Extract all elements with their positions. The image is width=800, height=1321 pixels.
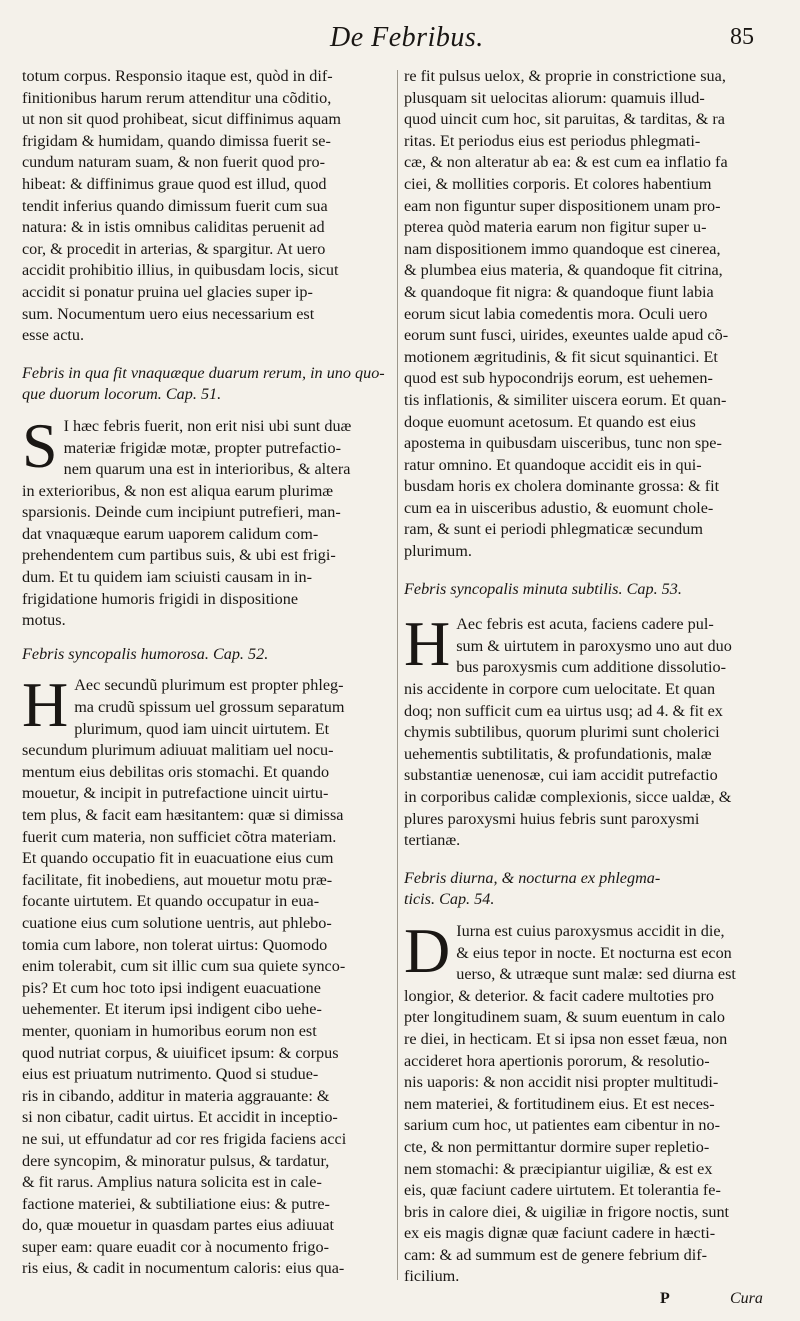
text-line: sarium cum hoc, ut patientes eam cibentur in no- [404, 1116, 721, 1135]
page-number: 85 [730, 24, 754, 50]
text-line: tomia cum labore, non tolerat uirtus: Quomodo [22, 935, 328, 954]
text-line: super eam: quare euadit cor à nocumento frigo- [22, 1237, 329, 1256]
text-line: cæ, & non alteratur ab ea: & est cum ea inflatio fa [404, 153, 728, 172]
dropcap: H [22, 669, 69, 741]
text-line: Febris syncopalis humorosa. Cap. 52. [22, 644, 269, 663]
text-line: pis? Et cum hoc toto ipsi indigent euacuatione [22, 978, 321, 997]
text-line: que duorum locorum. Cap. 51. [22, 385, 222, 404]
text-line: pterea quòd materia earum non figitur super u- [404, 218, 707, 237]
text-line: plurimum. [404, 542, 472, 561]
text-line: plusquam sit uelocitas aliorum: quamuis illud- [404, 88, 705, 107]
text-line: ut non sit quod prohibeat, sicut diffinimus aquam [22, 110, 341, 129]
text-line: I hæc febris fuerit, non erit nisi ubi sunt duæ [63, 416, 352, 435]
right-intro-paragraph [404, 66, 776, 563]
text-line: eam non figuntur super dispositionem unam pro- [404, 196, 721, 215]
text-line: focante uirtutem. Et quando occupatur in eua- [22, 892, 320, 911]
text-line: cundum naturam suam, & non fuerit quod pro- [22, 153, 326, 172]
text-line: hibeat: & diffinimus graue quod est illud, quod [22, 174, 327, 193]
text-line: eius est priuatum nutrimento. Quod si studue- [22, 1065, 319, 1084]
text-line: Iurna est cuius paroxysmus accidit in die, [456, 921, 725, 940]
column-divider [397, 70, 398, 1280]
text-line: prehendentem cum partibus suis, & ubi est frigi- [22, 546, 336, 565]
text-line: & quandoque fit nigra: & quandoque fiunt labia [404, 282, 714, 301]
text-line: facilitate, fit inobediens, aut mouetur motu præ- [22, 870, 333, 889]
text-line: uehementer. Et iterum ipsi indigent cibo uehe- [22, 1000, 322, 1019]
text-line: Et quando occupatio fit in euacuatione eius cum [22, 849, 334, 868]
text-line: tis inflationis, & similiter uiscera eorum. Et quan- [404, 390, 727, 409]
text-line: fuerit cum materia, non sufficiet cõtra materiam. [22, 827, 337, 846]
text-line: finitionibus harum rerum attenditur una cõditio, [22, 88, 332, 107]
left-column [22, 66, 392, 1280]
text-line: ma crudũ spissum uel grossum separatum [74, 698, 345, 717]
text-line: tem plus, & facit eam hæsitantem: quæ si dimissa [22, 806, 344, 824]
text-line: nam dispositionem immo quandoque est cinerea, [404, 239, 721, 258]
text-line: totum corpus. Responsio itaque est, quòd in dif- [22, 67, 333, 85]
text-line: esse actu. [22, 326, 85, 345]
text-line: doque euomunt acetosum. Et quando est eius [404, 412, 696, 431]
dropcap: D [404, 914, 451, 986]
catchword: Cura [730, 1290, 763, 1307]
chapter-51-heading [22, 363, 392, 406]
text-line: sparsionis. Deinde cum incipiunt putrefieri, man- [22, 503, 341, 522]
text-line: re fit pulsus uelox, & proprie in constrictione sua, [404, 67, 726, 85]
text-line: cte, & non permittantur dormire super repletio- [404, 1137, 710, 1156]
text-line: nis uaporis: & non accidit nisi propter multitudi- [404, 1073, 719, 1092]
text-line: sum & uirtutem in paroxysmo uno aut duo [456, 636, 732, 655]
text-line: accidit prohibitio illius, in quibusdam locis, sicut [22, 261, 339, 280]
text-line: cuatione eius cum solutione uentris, aut phlebo- [22, 913, 332, 932]
chapter-54-text [404, 914, 776, 1288]
text-line: in corporibus calidæ complexionis, sicce ualdæ, & [404, 788, 732, 806]
text-line: si non cibatur, cadit uirtus. Et accidit in inceptio- [22, 1108, 338, 1127]
text-line: cam: & ad summum est de genere febrium dif- [404, 1245, 707, 1264]
chapter-54-heading [404, 868, 776, 911]
text-line: & eius tepor in nocte. Et nocturna est econ [456, 943, 732, 962]
right-column [404, 66, 776, 1288]
left-intro-paragraph [22, 66, 392, 347]
text-line: accidit si ponatur pruina uel glacies super ip- [22, 282, 313, 301]
text-line: bus paroxysmis cum additione dissolutio- [456, 658, 726, 677]
text-line: mentum eius debilitas oris stomachi. Et quando [22, 762, 330, 781]
text-line: ciei, & mollities corporis. Et colores habentium [404, 174, 712, 193]
chapter-54-paragraph [404, 914, 776, 1288]
text-line: bris in calore diei, & uigiliæ in frigore noctis, sunt [404, 1202, 730, 1221]
chapter-51-paragraph [22, 409, 392, 632]
text-line: menter, quoniam in humoribus eorum non est [22, 1021, 317, 1040]
text-line: frigidatione humoris frigidi in dispositione [22, 589, 299, 608]
text-line: Febris diurna, & nocturna ex phlegma- [404, 868, 661, 887]
text-line: quod uincit cum hoc, sit paruitas, & tarditas, & ra [404, 110, 725, 129]
text-line: ram, & sunt ei periodi phlegmaticæ secundum [404, 520, 703, 539]
text-line: uerso, & utræque sunt malæ: sed diurna est [456, 965, 736, 984]
chapter-53-heading [404, 579, 776, 601]
text-line: factione materiei, & subtiliatione eius: & putre- [22, 1194, 330, 1213]
text-line: Febris in qua fit vnaquæque duarum rerum, in uno quo- [22, 363, 385, 382]
text-line: mouetur, & incipit in putrefactione uincit uirtu- [22, 784, 329, 803]
text-line: eorum sunt fusci, uirides, exeuntes ualde apud cõ- [404, 326, 729, 345]
chapter-52-paragraph [22, 669, 392, 1280]
chapter-53-text [404, 608, 776, 852]
text-line: accideret hora apertionis pororum, & resolutio- [404, 1051, 710, 1070]
text-line: Aec secundũ plurimum est propter phleg- [74, 676, 344, 695]
signature-mark: P [660, 1290, 670, 1307]
text-line: enim tolerabit, cum sit illic cum sua quiete synco- [22, 957, 346, 976]
text-line: natura: & in istis omnibus caliditas peruenit ad [22, 218, 325, 237]
text-line: motus. [22, 611, 66, 630]
text-line: secundum plurimum adiuuat malitiam uel nocu- [22, 741, 334, 760]
text-line: frigidam & humidam, quando dimissa fuerit se- [22, 131, 331, 150]
text-line: nem quarum una est in interioribus, & altera [63, 460, 351, 479]
text-line: plures paroxysmi huius febris sunt paroxysmi [404, 809, 700, 828]
text-line: quod est sub hypocondrijs eorum, est uehemen- [404, 369, 713, 388]
chapter-52-heading [22, 644, 392, 666]
chapter-51-text [22, 409, 392, 632]
text-line: & plumbea eius materia, & quandoque fit citrina, [404, 261, 723, 280]
text-line: sum. Nocumentum uero eius necessarium est [22, 304, 315, 323]
text-line: ratur omnino. Et quandoque accidit eis in qui- [404, 455, 702, 474]
text-line: uehementis subtilitatis, & profundationis, malæ [404, 744, 712, 763]
text-line: longior, & deterior. & facit cadere multoties pro [404, 986, 714, 1005]
text-line: nem stomachi: & præcipiantur uigiliæ, & est ex [404, 1159, 713, 1178]
text-line: ritas. Et periodus eius est periodus phlegmati- [404, 131, 701, 150]
text-line: eis, quæ faciunt cadere uirtutem. Et tolerantia fe- [404, 1181, 721, 1200]
text-line: ris in cibando, additur in materia aggrauante: & [22, 1086, 330, 1105]
page-footer [0, 1290, 800, 1318]
text-line: nis accidente in corpore cum uelocitate. Et quan [404, 680, 716, 699]
text-line: cum ea in uisceribus adustio, & euomunt chole- [404, 498, 714, 517]
text-line: ris eius, & cadit in nocumentum caloris: eius qua- [22, 1259, 345, 1278]
text-line: & fit rarus. Amplius natura solicita est in cale- [22, 1173, 322, 1192]
text-line: tendit inferius quando dimissum fuerit cum sua [22, 196, 328, 215]
text-line: motionem ægritudinis, & fit sicut squinantici. Et [404, 347, 718, 366]
chapter-53-paragraph [404, 608, 776, 852]
text-line: Febris syncopalis minuta subtilis. Cap. 53. [404, 579, 682, 598]
text-line: dat vnaquæque earum uaporem calidum com- [22, 524, 319, 543]
text-line: Aec febris est acuta, faciens cadere pul- [456, 615, 714, 634]
text-line: tertianæ. [404, 831, 461, 850]
text-line: chymis subtilibus, quorum plurimi sunt cholerici [404, 723, 720, 742]
text-line: ficilium. [404, 1267, 460, 1286]
text-line: plurimum, quod iam uincit uirtutem. Et [74, 719, 330, 738]
text-line: dere syncopim, & minoratur pulsus, & tardatur, [22, 1151, 330, 1170]
text-line: ex eis magis dignæ quæ faciunt cadere in hæcti- [404, 1224, 716, 1243]
text-line: nem materiei, & fortitudinem eius. Et est neces- [404, 1094, 715, 1113]
chapter-52-text [22, 669, 392, 1280]
text-line: ticis. Cap. 54. [404, 890, 495, 909]
text-line: do, quæ mouetur in quasdam partes eius adiuuat [22, 1216, 334, 1235]
text-line: busdam horis ex cholera dominante grossa: & fit [404, 477, 720, 496]
text-line: apostema in quibusdam uisceribus, tunc non spe- [404, 434, 722, 453]
text-line: pter longitudinem suam, & suum euentum in calo [404, 1008, 725, 1027]
running-head [0, 20, 800, 60]
text-line: in exterioribus, & non est aliqua earum plurimæ [22, 481, 334, 500]
running-title: De Febribus. [330, 22, 484, 53]
text-line: re diei, in hecticam. Et si ipsa non esset fæua, non [404, 1029, 728, 1048]
dropcap: H [404, 608, 451, 680]
text-line: dum. Et tu quidem iam sciuisti causam in in- [22, 568, 312, 587]
text-line: eorum sicut labia comedentis mora. Oculi uero [404, 304, 708, 323]
text-line: quod nutriat corpus, & uiuificet ipsum: & corpus [22, 1043, 339, 1062]
dropcap: S [22, 409, 58, 481]
text-line: doq; non sufficit cum ea uirtus usq; ad 4. & fit ex [404, 701, 723, 720]
text-line: materiæ frigidæ motæ, propter putrefactio- [63, 438, 341, 457]
text-line: cor, & procedit in arterias, & spargitur. At uero [22, 239, 326, 258]
text-line: substantiæ uenenosæ, cui iam accidit putrefactio [404, 766, 718, 785]
text-line: ne sui, ut effundatur ad cor res frigida faciens acci [22, 1129, 347, 1148]
